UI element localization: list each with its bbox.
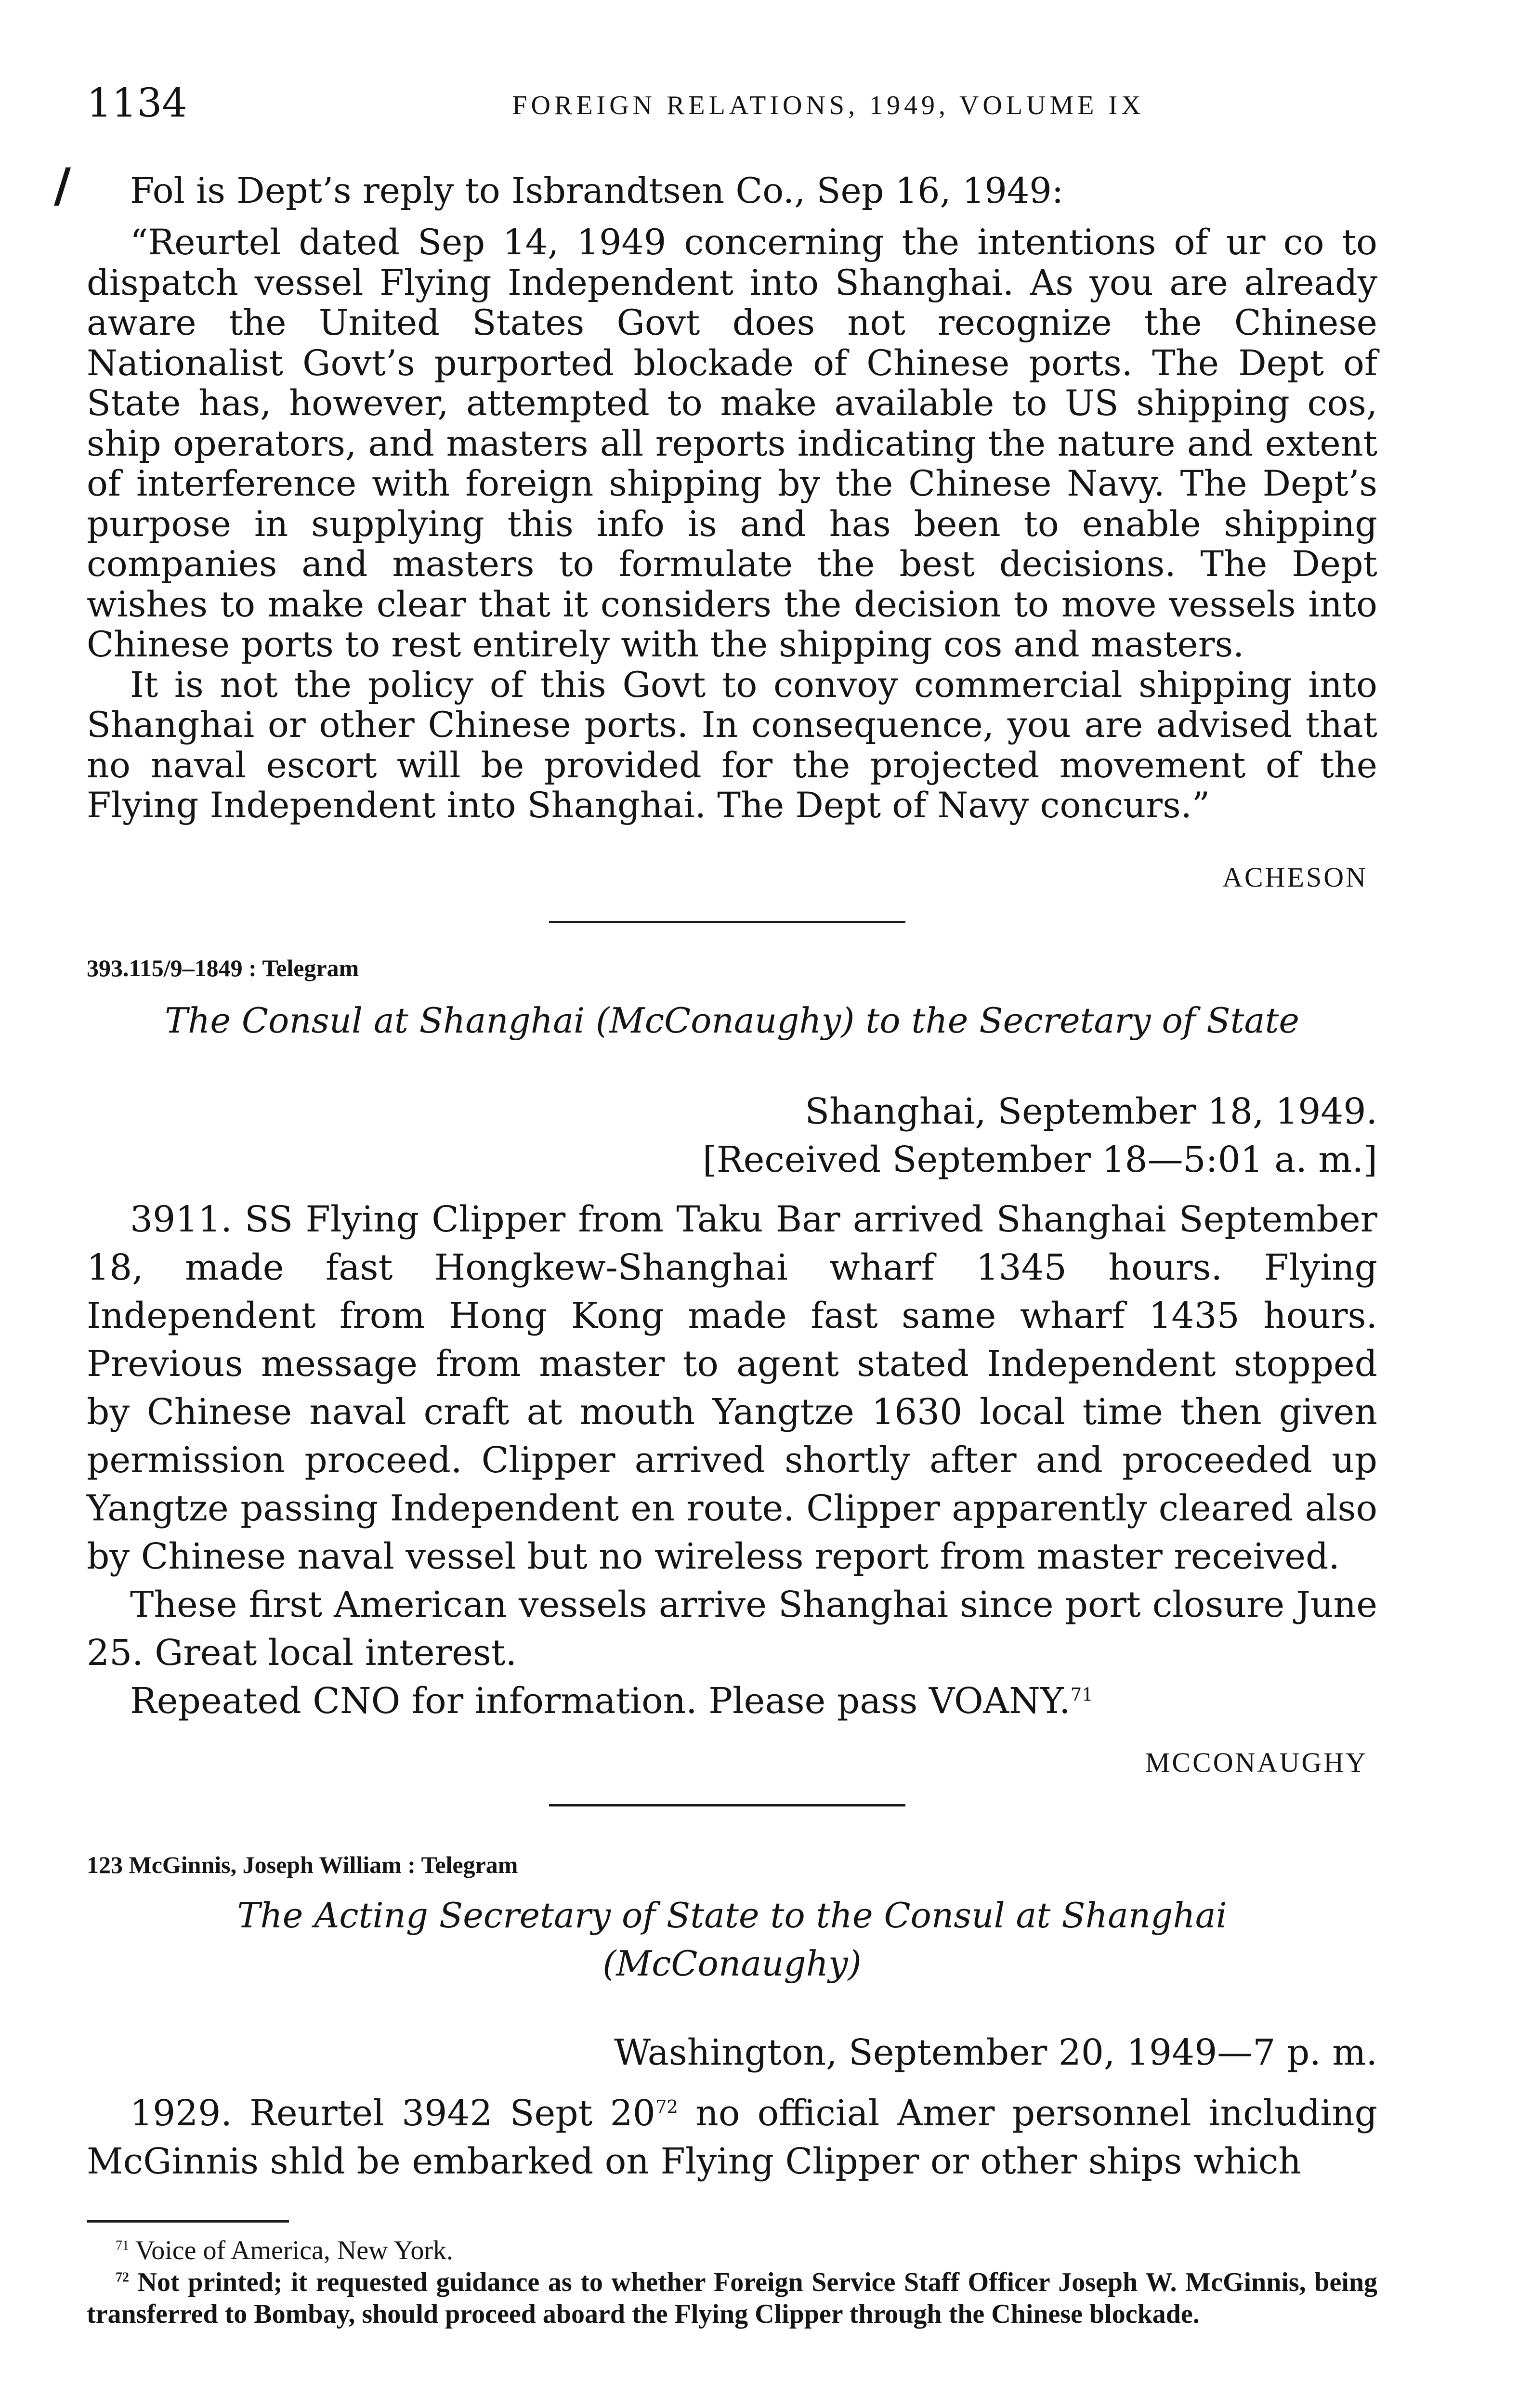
- doc2-received: [Received September 18—5:01 a. m.]: [703, 1139, 1377, 1180]
- doc1-paragraph-1: “Reurtel dated Sep 14, 1949 concerning the intentions of ur co to dispatch vessel Flying Independent into Shanghai. As you are already aware the United States Govt does not recognize the Chinese Nationalist Govt’s purported blockade of Chinese ports. The Dept of State has, however, attempted to make available to US shipping cos, ship operators, and masters all reports indicating the nature and extent of interference with foreign shipping by the Chinese Navy. The Dept’s purpose in supplying this info is and has been to enable shipping companies and masters to formulate the best decisions. The Dept wishes to make clear that it considers the decision to move vessels into Chinese ports to rest entirely with the shipping cos and masters.: [87, 222, 1377, 665]
- doc2-paragraph-3: [87, 1677, 1377, 1725]
- doc3-title-line-2: (McConaughy): [602, 1943, 862, 1984]
- footnote-71-mark: 71: [116, 2238, 129, 2253]
- doc3-place-date: Washington, September 20, 1949—7 p. m.: [614, 2032, 1377, 2073]
- footnote-72-mark: 72: [116, 2270, 129, 2285]
- doc1-intro: Fol is Dept’s reply to Isbrandtsen Co., Sep 16, 1949:: [130, 170, 1064, 211]
- running-head-title: FOREIGN RELATIONS, 1949, VOLUME IX: [512, 91, 1145, 120]
- doc2-title: The Consul at Shanghai (McConaughy) to the Secretary of State: [164, 1000, 1300, 1041]
- doc3-paragraph-1-lead: 1929. Reurtel 3942 Sept 20: [130, 2093, 655, 2134]
- footnote-rule: [87, 2220, 289, 2223]
- footnote-ref-71: 71: [1070, 1684, 1093, 1705]
- footnote-72-text: Not printed; it requested guidance as to whether Foreign Service Staff Officer Joseph W. McGinnis, being transferred to Bombay, should proceed aboard the Flying Clipper through the Chinese blockade.: [87, 2267, 1377, 2329]
- doc2-paragraph-2: These first American vessels arrive Shanghai since port closure June 25. Great local interest.: [87, 1584, 1377, 1674]
- doc3-title-line-1: The Acting Secretary of State to the Consul at Shanghai: [237, 1895, 1227, 1936]
- doc1-paragraph-2: It is not the policy of this Govt to convoy commercial shipping into Shanghai or other Chinese ports. In consequence, you are advised that no naval escort will be provided for the projected movement of the Flying Independent into Shanghai. The Dept of Navy concurs.”: [87, 664, 1377, 826]
- doc2-paragraph-1: 3911. SS Flying Clipper from Taku Bar arrived Shanghai September 18, made fast Hongkew-Shanghai wharf 1345 hours. Flying Independent from Hong Kong made fast same wharf 1435 hours. Previous message from master to agent stated Independent stopped by Chinese naval craft at mouth Yangtze 1630 local time then given permission proceed. Clipper arrived shortly after and proceeded up Yangtze passing Independent en route. Clipper apparently cleared also by Chinese naval vessel but no wireless report from master received.: [87, 1199, 1377, 1577]
- doc2-place-date: Shanghai, September 18, 1949.: [805, 1091, 1377, 1132]
- section-divider-1: [549, 921, 905, 923]
- doc2-paragraph-3-text: Repeated CNO for information. Please pass VOANY.: [130, 1680, 1071, 1722]
- doc2-file-reference: 393.115/9–1849 : Telegram: [87, 955, 359, 982]
- doc3-body: [87, 2089, 1377, 2186]
- section-divider-2: [549, 1804, 905, 1806]
- footnote-72: [87, 2266, 1377, 2330]
- doc1-section: [87, 170, 1377, 826]
- footnote-71-text: Voice of America, New York.: [135, 2236, 453, 2265]
- footnote-ref-72: 72: [655, 2096, 678, 2118]
- doc3-paragraph-1-rest: no official Amer personnel including McGinnis shld be embarked on Flying Clipper or other ships which: [87, 2093, 1378, 2182]
- doc3-file-reference: 123 McGinnis, Joseph William : Telegram: [87, 1851, 518, 1878]
- doc1-signature: ACHESON: [1222, 862, 1368, 893]
- margin-mark: /: [54, 158, 71, 212]
- page-number: 1134: [87, 80, 187, 126]
- doc3-paragraph-1: [87, 2089, 1377, 2186]
- doc2-body: [87, 1195, 1377, 1725]
- footnotes: [87, 2235, 1377, 2330]
- running-head: [87, 77, 1377, 130]
- footnote-71: [87, 2235, 1377, 2266]
- doc2-signature: MCCONAUGHY: [1145, 1747, 1368, 1778]
